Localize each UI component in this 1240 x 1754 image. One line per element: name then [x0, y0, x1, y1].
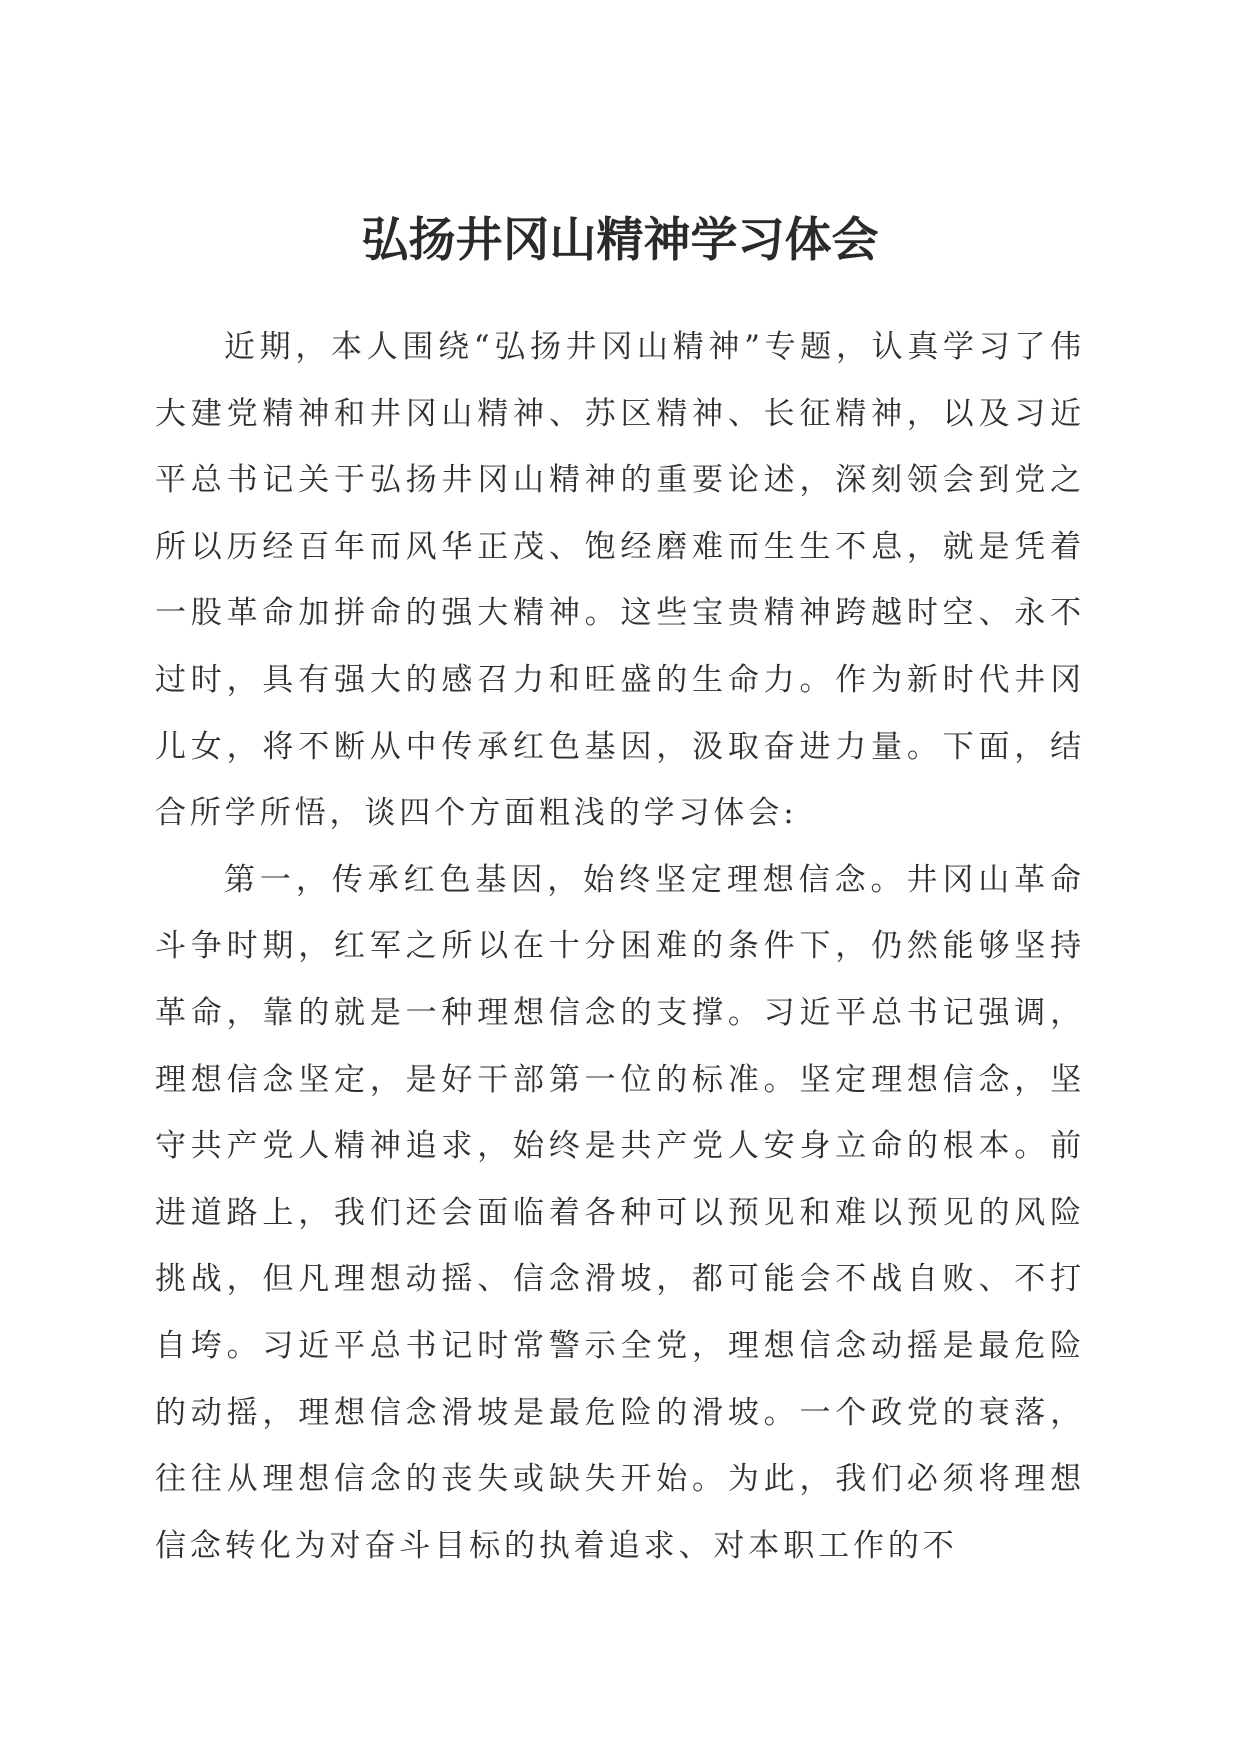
paragraph-intro: 近期，本人围绕“弘扬井冈山精神”专题，认真学习了伟大建党精神和井冈山精神、苏区精神、长征精神，以及习近平总书记关于弘扬井冈山精神的重要论述，深刻领会到党之所以历经百年而风华正茂、饱经磨难而生生不息，就是凭着一股革命加拼命的强大精神。这些宝贵精神跨越时空、永不过时，具有强大的感召力和旺盛的生命力。作为新时代井冈儿女，将不断从中传承红色基因，汲取奋进力量。下面，结合所学所悟，谈四个方面粗浅的学习体会: — [155, 329, 1085, 832]
paragraph-first-point: 第一，传承红色基因，始终坚定理想信念。井冈山革命斗争时期，红军之所以在十分困难的条件下，仍然能够坚持革命，靠的就是一种理想信念的支撑。习近平总书记强调，理想信念坚定，是好干部第一位的标准。坚定理想信念，坚守共产党人精神追求，始终是共产党人安身立命的根本。前进道路上，我们还会面临着各种可以预见和难以预见的风险挑战，但凡理想动摇、信念滑坡，都可能会不战自败、不打自垮。习近平总书记时常警示全党，理想信念动摇是最危险的动摇，理想信念滑坡是最危险的滑坡。一个政党的衰落，往往从理想信念的丧失或缺失开始。为此，我们必须将理想信念转化为对奋斗目标的执着追求、对本职工作的不 — [155, 861, 1085, 1564]
document-body — [155, 314, 1085, 1579]
document-title: 弘扬井冈山精神学习体会 — [361, 213, 879, 268]
